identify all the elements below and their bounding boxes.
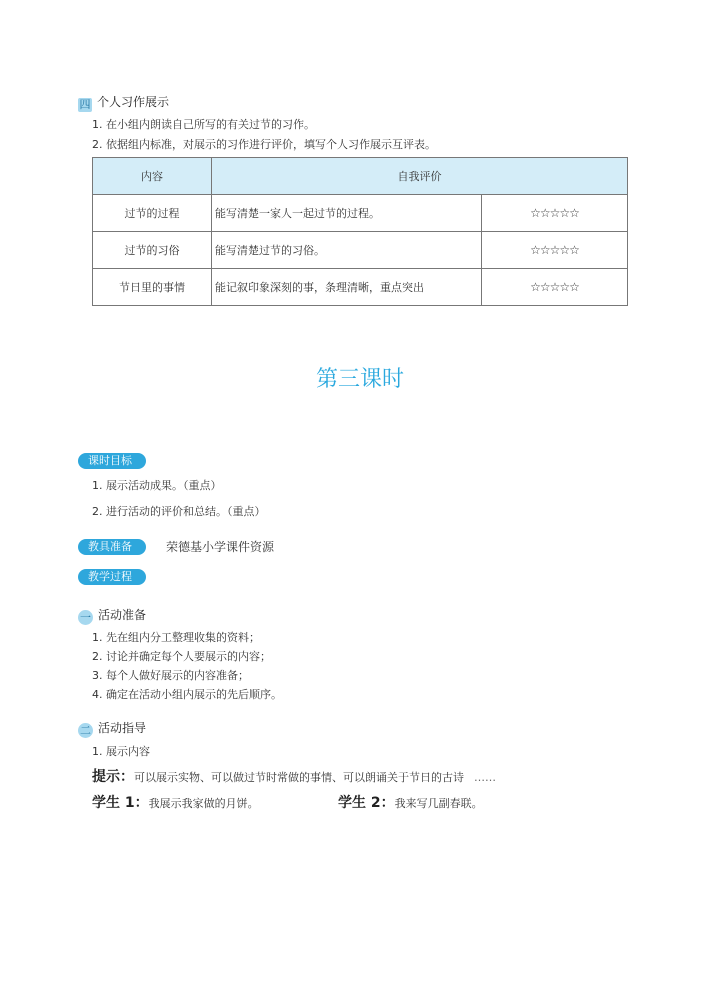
step1-item-4: 4. 确定在活动小组内展示的先后顺序。: [92, 688, 282, 701]
table-header-self-eval: 自我评价: [212, 158, 628, 195]
lesson-title: 第三课时: [315, 367, 404, 392]
row-stars[interactable]: ☆☆☆☆☆: [482, 195, 628, 232]
row-desc: 能写清楚一家人一起过节的过程。: [212, 195, 482, 232]
section4-title: 个人习作展示: [97, 95, 170, 109]
goals-item-2: 2. 进行活动的评价和总结。（重点）: [92, 505, 266, 518]
row-desc: 能写清楚过节的习俗。: [212, 232, 482, 269]
row-stars[interactable]: ☆☆☆☆☆: [482, 269, 628, 306]
table-row: [93, 232, 628, 269]
table-row: [93, 269, 628, 306]
row-content: 过节的习俗: [93, 232, 212, 269]
step1-item-3: 3. 每个人做好展示的内容准备；: [92, 669, 249, 682]
step1-number: 一: [80, 611, 91, 624]
student-2-line: [338, 792, 483, 812]
table-header-content: 内容: [93, 158, 212, 195]
student-1-label: 学生 1：: [92, 795, 149, 811]
goals-label: 课时目标: [78, 453, 146, 469]
section4-item-1: 1. 在小组内朗读自己所写的有关过节的习作。: [92, 118, 315, 131]
row-stars[interactable]: ☆☆☆☆☆: [482, 232, 628, 269]
table-header-row: [93, 158, 628, 195]
goals-item-1: 1. 展示活动成果。（重点）: [92, 479, 222, 492]
row-content: 节日里的事情: [93, 269, 212, 306]
step1-title: 活动准备: [98, 608, 147, 622]
section4-item-2: 2. 依据组内标准，对展示的习作进行评价，填写个人习作展示互评表。: [92, 138, 436, 151]
process-label: 教学过程: [78, 569, 146, 585]
student-1-text: 我展示我家做的月饼。: [148, 797, 259, 810]
student-2-label: 学生 2：: [338, 795, 395, 811]
step2-title: 活动指导: [98, 721, 147, 735]
step2-number: 二: [80, 724, 91, 737]
evaluation-table: [92, 157, 628, 306]
student-2-text: 我来写几副春联。: [394, 797, 483, 810]
student-1-line: [92, 792, 259, 812]
step1-heading: [78, 606, 146, 625]
row-content: 过节的过程: [93, 195, 212, 232]
table-row: [93, 195, 628, 232]
section4-heading: [78, 93, 169, 112]
step1-item-1: 1. 先在组内分工整理收集的资料；: [92, 631, 260, 644]
hint-ellipsis: ……: [474, 771, 496, 784]
step2-heading: [78, 719, 146, 738]
row-desc: 能记叙印象深刻的事，条理清晰，重点突出: [212, 269, 482, 306]
step1-item-2: 2. 讨论并确定每个人要展示的内容；: [92, 650, 271, 663]
hint-text: 可以展示实物、可以做过节时常做的事情、可以朗诵关于节日的古诗: [134, 771, 464, 784]
step2-item-1: 1. 展示内容: [92, 745, 150, 758]
hint-line: [92, 766, 496, 786]
materials-label: 教具准备: [78, 539, 146, 555]
section4-number: 四: [79, 98, 91, 111]
materials-text: 荣德基小学课件资源: [166, 540, 275, 554]
hint-label: 提示：: [92, 769, 134, 785]
